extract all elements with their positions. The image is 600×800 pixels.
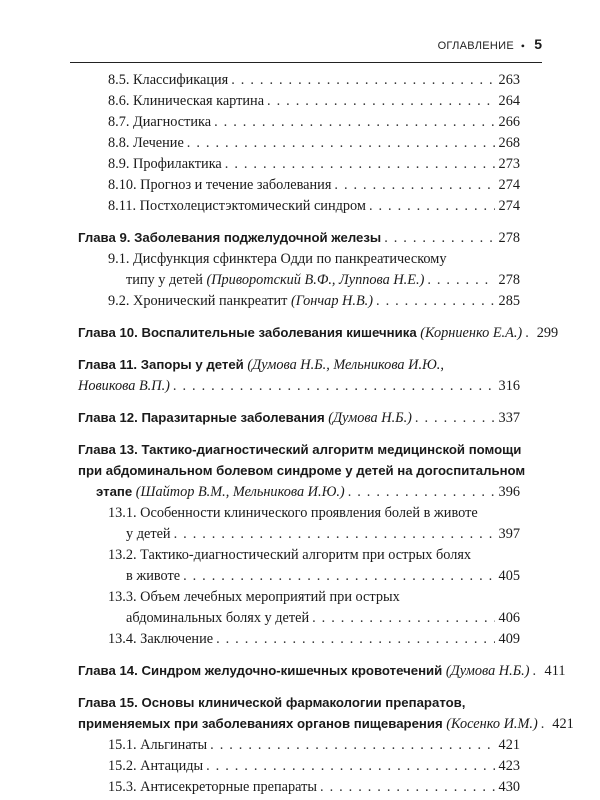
toc-page: 411: [544, 663, 566, 679]
toc-entry-8-8: 8.8. Лечение . . . 268: [78, 135, 520, 156]
toc-page: 337: [498, 410, 520, 426]
toc-chapter-11: Глава 11. Запоры у детей (Думова Н.Б., Мельникова И.Ю.,: [78, 357, 444, 373]
toc-author: (Приворотский В.Ф., Луппова Н.Е.): [206, 272, 425, 288]
toc-page: 274: [498, 198, 520, 214]
toc-chapter-12: Глава 12. Паразитарные заболевания (Думова Н.Б.) . . . 337: [78, 410, 520, 431]
toc-page: 274: [498, 177, 520, 193]
toc-page: 406: [498, 610, 520, 626]
toc-entry-9-1-cont: типу у детей (Приворотский В.Ф., Луппова Н.Е.) . . . 278: [78, 272, 520, 293]
toc-page: 405: [498, 568, 520, 584]
toc-entry-15-3: 15.3. Антисекреторные препараты . . . 430: [78, 779, 520, 800]
toc-author: (Шайтор В.М., Мельникова И.Ю.): [135, 484, 345, 500]
toc-chapter-15: Глава 15. Основы клинической фармакологии препаратов,: [78, 695, 466, 710]
toc-page: 268: [498, 135, 520, 151]
toc-author: (Корниенко Е.А.): [420, 325, 523, 341]
toc-entry-8-6: 8.6. Клиническая картина . . . 264: [78, 93, 520, 114]
running-header-title: ОГЛАВЛЕНИЕ: [437, 40, 514, 52]
toc-entry-13-3: 13.3. Объем лечебных мероприятий при острых: [108, 589, 400, 605]
toc-page: 409: [498, 631, 520, 647]
toc-chapter-15-cont: применяемых при заболеваниях органов пищеварения (Косенко И.М.) . . . 421: [78, 716, 520, 737]
toc-page: 278: [498, 230, 520, 246]
toc-page: 421: [498, 737, 520, 753]
table-of-contents: [78, 72, 574, 800]
toc-entry-9-1: 9.1. Дисфункция сфинктера Одди по панкреатическому: [108, 251, 447, 267]
toc-page: 273: [498, 156, 520, 172]
toc-entry-15-2: 15.2. Антациды . . . 423: [78, 758, 520, 779]
toc-page: 263: [498, 72, 520, 88]
toc-page: 396: [498, 484, 520, 500]
toc-entry-8-9: 8.9. Профилактика . . . 273: [78, 156, 520, 177]
toc-chapter-14: Глава 14. Синдром желудочно-кишечных кровотечений (Думова Н.Б.) . . . 411: [78, 663, 520, 684]
toc-chapter-9: Глава 9. Заболевания поджелудочной железы . . . 278: [78, 230, 520, 251]
toc-page: 264: [498, 93, 520, 109]
toc-entry-8-11: 8.11. Постхолецистэктомический синдром . . . 274: [78, 198, 520, 219]
toc-author: (Гончар Н.В.): [290, 293, 374, 309]
bullet-icon: •: [520, 39, 525, 53]
toc-entry-8-5: 8.5. Классификация . . . 263: [78, 72, 520, 93]
toc-author: (Думова Н.Б.): [328, 410, 412, 426]
toc-page: 423: [498, 758, 520, 774]
toc-entry-13-1: 13.1. Особенности клинического проявления болей в животе: [108, 505, 478, 521]
toc-author: (Косенко И.М.): [446, 716, 538, 732]
running-header: [70, 36, 542, 63]
toc-author: (Думова Н.Б.): [445, 663, 530, 679]
toc-chapter-13: Глава 13. Тактико-диагностический алгоритм медицинской помощи: [78, 442, 522, 457]
toc-entry-13-2-cont: в животе . . . 405: [78, 568, 520, 589]
toc-entry-8-7: 8.7. Диагностика . . . 266: [78, 114, 520, 135]
toc-entry-13-2: 13.2. Тактико-диагностический алгоритм при острых болях: [108, 547, 472, 563]
toc-page: 421: [552, 716, 574, 732]
toc-page: 278: [498, 272, 520, 288]
toc-page: 397: [498, 526, 520, 542]
toc-entry-8-10: 8.10. Прогноз и течение заболевания . . . 274: [78, 177, 520, 198]
toc-page: 266: [498, 114, 520, 130]
toc-page: 316: [498, 378, 520, 394]
toc-chapter-13-cont2: этапе (Шайтор В.М., Мельникова И.Ю.) . . . 396: [78, 484, 520, 505]
toc-page: 430: [498, 779, 520, 795]
toc-author: (Думова Н.Б., Мельникова И.Ю.,: [247, 357, 444, 373]
toc-entry-15-1: 15.1. Альгинаты . . . 421: [78, 737, 520, 758]
toc-entry-9-2: 9.2. Хронический панкреатит (Гончар Н.В.) . . . 285: [78, 293, 520, 314]
toc-entry-13-3-cont: абдоминальных болях у детей . . . 406: [78, 610, 520, 631]
toc-chapter-11-cont: [78, 378, 520, 399]
toc-author: Новикова В.П.): [78, 378, 170, 394]
toc-entry-13-4: 13.4. Заключение . . . 409: [78, 631, 520, 652]
page-number: 5: [534, 36, 542, 52]
toc-page: 299: [536, 325, 559, 341]
toc-page: 285: [498, 293, 520, 309]
toc-chapter-10: Глава 10. Воспалительные заболевания кишечника (Корниенко Е.А.) . . . 299: [78, 325, 520, 346]
toc-entry-13-1-cont: у детей . . . 397: [78, 526, 520, 547]
toc-chapter-13-cont: при абдоминальном болевом синдроме у детей на догоспитальном: [78, 463, 526, 478]
